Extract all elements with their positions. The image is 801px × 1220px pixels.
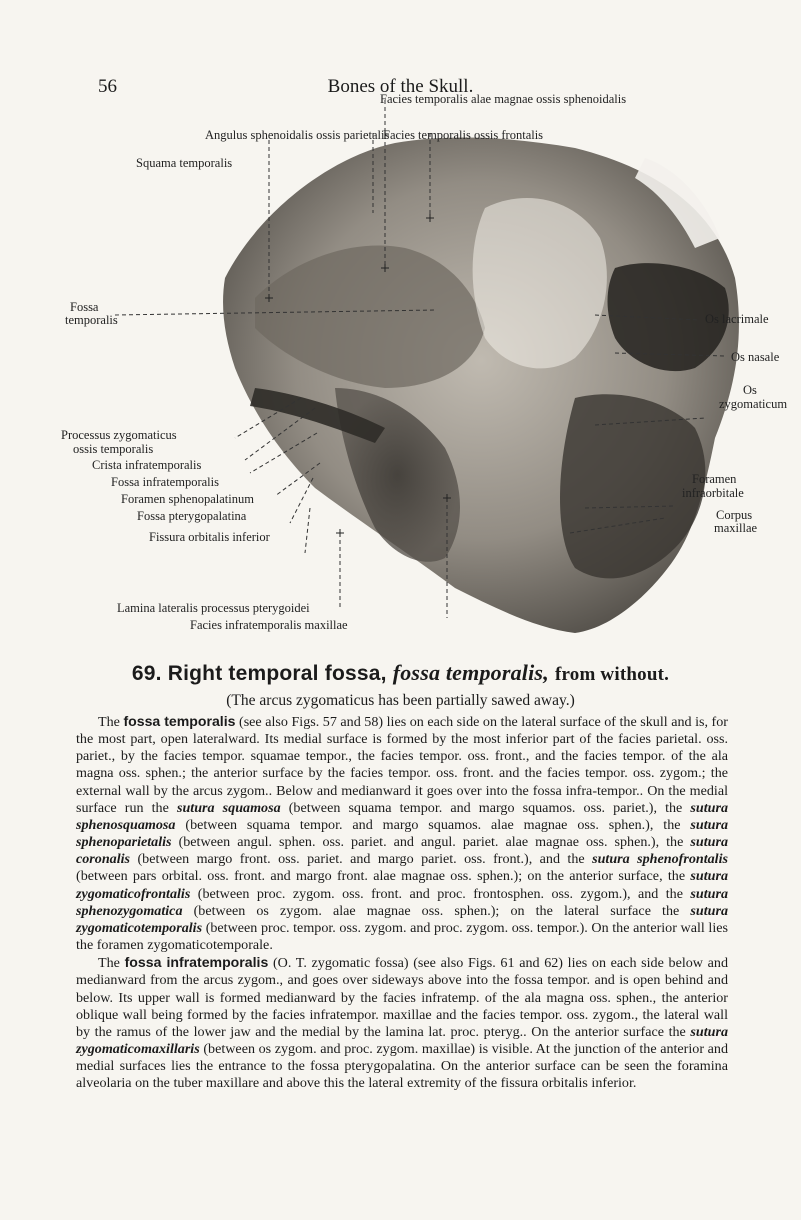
label-angulus-sphenoidalis: Angulus sphenoidalis ossis parietalis [205, 128, 390, 142]
label-facies-infratemporalis-maxillae: Facies infratemporalis maxillae [190, 618, 348, 632]
label-crista-infratemporalis: Crista infratemporalis [92, 458, 202, 472]
label-foramen-infraorbitale-line2: infraorbitale [682, 486, 744, 500]
label-fossa-pterygopalatina: Fossa pterygopalatina [137, 509, 247, 523]
body-text [76, 713, 728, 1092]
orbit-shape [473, 198, 607, 368]
label-processus-zygomaticus-line1: Processus zygomaticus [61, 428, 177, 442]
paragraph-fossa-temporalis: The fossa temporalis (see also Figs. 57 and 58) lies on each side on the lateral surface of the skull and is, for the most part, open lateralward. Its medial surface is formed by the most inferior part of the facies parietal. oss. pariet., by the facies tempor. squamae tempor., the facies tempor. oss. front., and the facies tempor. of the ala magna oss. sphen.; the anterior surface by the facies tempor. oss. front. and the facies tempor. oss. zygom.; the external wall by the arcus zygom.. Below and medianward it goes over into the fossa infra-tempor.. On the medial surface run the sutura squamosa (between squama tempor. and margo squamos. oss. pariet.), the sutura sphenosquamosa (between squama tempor. and margo squamos. alae magnae oss. sphen.), the sutura sphenoparietalis (between angul. sphen. oss. pariet. and angul. pariet. alae magnae oss. sphen.), the sutura coronalis (between margo front. oss. pariet. and margo pariet. oss. front.), and the sutura sphenofrontalis (between pars orbital. oss. front. and margo front. alae magnae oss. sphen.); on the anterior surface, the sutura zygomaticofrontalis (between proc. zygom. oss. front. and proc. frontosphen. oss. zygom.), and the sutura sphenozygomatica (between os zygom. alae magnae oss. sphen.); on the lateral surface the sutura zygomaticotemporalis (between proc. tempor. oss. zygom. and proc. zygom. oss. tempor.). On the anterior wall lies the foramen zygomaticotemporale. [76, 713, 729, 954]
label-os-nasale: Os nasale [731, 350, 780, 364]
label-corpus-maxillae-line1: Corpus [716, 508, 753, 522]
paragraph-fossa-infratemporalis: The fossa infratemporalis (O. T. zygomatic fossa) (see also Figs. 61 and 62) lies on each side below and medianward from the arcus zygom., and goes over sideways above into the fossa tempor. and is open behind and below. Its upper wall is formed medianward by the facies infratemp. of the ala magna oss. sphen., the anterior oblique wall being formed by the facies infratempor. maxillae and the facies tempor. oss. zygom., the lateral wall by the ramus of the lower jaw and the medial by the lamina lat. proc. pteryg.. On the anterior surface the sutura zygomaticomaxillaris (between os zygom. and proc. zygom. maxillae) is visible. At the junction of the anterior and medial surfaces lies the entrance to the fossa pterygopalatina. On the anterior surface can be seen the foramina alveolaria on the tuber maxillare and above this the lateral extremity of the fissura orbitalis inferior. [76, 954, 728, 1092]
figure-title: Right temporal fossa, [167, 662, 387, 685]
skull-illustration [55, 88, 775, 648]
label-squama-temporalis: Squama temporalis [136, 156, 233, 170]
label-facies-temporalis-alae: Facies temporalis alae magnae ossis sphenoidalis [380, 92, 627, 106]
label-fossa-temporalis-line2: temporalis [65, 313, 118, 327]
label-foramen-sphenopalatinum: Foramen sphenopalatinum [121, 492, 254, 506]
label-foramen-infraorbitale-line1: Foramen [692, 472, 737, 486]
label-processus-zygomaticus-line2: ossis temporalis [73, 442, 154, 456]
running-title: Bones of the Skull. [327, 76, 474, 97]
label-os-zygomaticum-line1: Os [743, 383, 757, 397]
figure-view: from without. [554, 664, 670, 685]
label-os-lacrimale: Os lacrimale [705, 312, 769, 326]
label-facies-temporalis-frontalis: Facies temporalis ossis frontalis [383, 128, 544, 142]
figure-caption [0, 660, 801, 686]
figure-note: (The arcus zygomaticus has been partially sawed away.) [226, 692, 575, 709]
label-lamina-lateralis: Lamina lateralis processus pterygoidei [117, 601, 310, 615]
term-fossa-temporalis: fossa temporalis [123, 713, 236, 729]
figure-number: 69. [131, 662, 162, 685]
page-number: 56 [98, 76, 117, 97]
skull-figure [55, 88, 788, 648]
term-fossa-infratemporalis: fossa infratemporalis [124, 954, 269, 971]
label-fossa-temporalis-line1: Fossa [70, 300, 99, 314]
label-os-zygomaticum-line2: zygomaticum [719, 397, 788, 411]
label-fossa-infratemporalis: Fossa infratemporalis [111, 475, 219, 489]
figure-latin-title: fossa temporalis, [392, 660, 549, 685]
label-corpus-maxillae-line2: maxillae [714, 521, 758, 535]
label-fissura-orbitalis-inferior: Fissura orbitalis inferior [149, 530, 270, 544]
